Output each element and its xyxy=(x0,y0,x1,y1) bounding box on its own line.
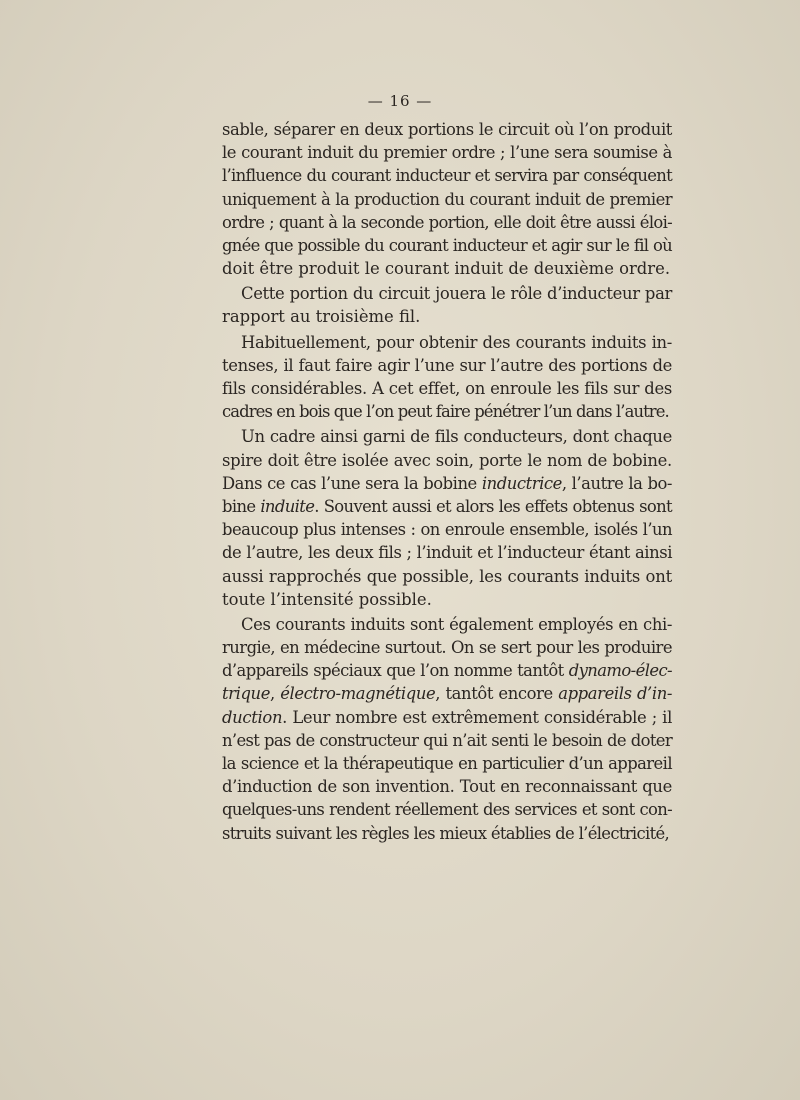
paragraph-p5 xyxy=(222,613,672,845)
text-run: d’induction de son invention. Tout en reconnaissant que xyxy=(222,777,672,797)
text-run: aussi rapprochés que possible, les courants induits ont xyxy=(222,566,672,586)
text-line xyxy=(222,400,672,423)
paragraph-p1 xyxy=(222,118,672,280)
text-line xyxy=(222,188,672,211)
text-line xyxy=(222,495,672,518)
text-run: doit être produit le courant induit de deuxième ordre. xyxy=(222,259,671,279)
body-text xyxy=(222,118,672,846)
text-line xyxy=(222,613,672,636)
paragraph-p4 xyxy=(222,425,672,611)
text-line xyxy=(222,729,672,752)
text-run: Cette portion du circuit jouera le rôle d’inducteur par xyxy=(241,284,672,304)
text-line xyxy=(222,164,672,187)
text-line xyxy=(222,636,672,659)
text-line xyxy=(222,659,672,682)
text-run: . Souvent aussi et alors les effets obtenus sont xyxy=(314,496,672,516)
text-line xyxy=(222,331,672,354)
text-line xyxy=(222,282,672,305)
text-run: bine xyxy=(222,496,261,516)
text-line xyxy=(222,775,672,798)
text-run: , xyxy=(270,684,281,704)
paragraph-p2 xyxy=(222,282,672,328)
text-run: . Leur nombre est extrêmement considérable ; il xyxy=(282,707,672,727)
italic-run: trique xyxy=(222,684,271,704)
italic-run: dynamo-élec- xyxy=(568,661,672,681)
text-line xyxy=(222,449,672,472)
text-line xyxy=(222,682,672,705)
text-run: Ces courants induits sont également employés en chi- xyxy=(241,614,672,634)
text-run: rurgie, en médecine surtout. On se sert pour les produire xyxy=(222,638,672,658)
italic-run: appareils d’in- xyxy=(558,684,672,704)
text-line xyxy=(222,257,672,280)
text-run: Dans ce cas l’une sera la bobine xyxy=(222,473,482,493)
text-run: sable, séparer en deux portions le circuit où l’on produit xyxy=(222,120,672,139)
italic-run: induite xyxy=(260,496,315,516)
text-line xyxy=(222,752,672,775)
text-run: , l’autre la bo- xyxy=(561,473,673,493)
page-number-text: — 16 — xyxy=(367,92,433,110)
italic-run: électro-magnétique xyxy=(280,684,436,704)
text-run: Un cadre ainsi garni de fils conducteurs, dont chaque xyxy=(241,427,672,447)
text-line xyxy=(222,305,672,328)
text-run: struits suivant les règles les mieux établies de l’électricité, xyxy=(222,823,670,843)
text-line xyxy=(222,472,672,495)
text-run: spire doit être isolée avec soin, porte le nom de bobine. xyxy=(222,450,672,470)
text-line xyxy=(222,141,672,164)
italic-run: inductrice xyxy=(481,473,562,493)
text-line xyxy=(222,798,672,821)
text-run: tenses, il faut faire agir l’une sur l’autre des portions de xyxy=(222,355,672,375)
text-run: beaucoup plus intenses : on enroule ensemble, isolés l’un xyxy=(222,520,672,540)
paragraph-p3 xyxy=(222,331,672,424)
text-line xyxy=(222,354,672,377)
text-run: la science et la thérapeutique en particulier d’un appareil xyxy=(222,754,672,773)
text-run: Habituellement, pour obtenir des courants induits in- xyxy=(241,332,672,352)
text-line xyxy=(222,118,672,141)
text-run: rapport au troisième fil. xyxy=(222,307,421,327)
text-line xyxy=(222,211,672,234)
text-run: quelques-uns rendent réellement des services et sont con- xyxy=(222,800,672,820)
text-run: fils considérables. A cet effet, on enroule les fils sur des xyxy=(222,379,672,399)
text-line xyxy=(222,377,672,400)
text-run: toute l’intensité possible. xyxy=(222,589,432,609)
text-run: d’appareils spéciaux que l’on nomme tantôt xyxy=(222,661,569,681)
italic-run: duction xyxy=(222,707,283,727)
text-run: uniquement à la production du courant induit de premier xyxy=(222,189,672,209)
text-line xyxy=(222,822,672,845)
text-line xyxy=(222,588,672,611)
text-run: ordre ; quant à la seconde portion, elle doit être aussi éloi- xyxy=(222,212,672,232)
text-line xyxy=(222,518,672,541)
text-run: le courant induit du premier ordre ; l’une sera soumise à xyxy=(222,143,672,163)
text-run: l’influence du courant inducteur et servira par conséquent xyxy=(222,166,672,186)
text-run: cadres en bois que l’on peut faire pénétrer l’un dans l’autre. xyxy=(222,402,669,422)
text-line xyxy=(222,541,672,564)
text-run: gnée que possible du courant inducteur et agir sur le fil où xyxy=(222,235,672,255)
text-line xyxy=(222,706,672,729)
text-line xyxy=(222,425,672,448)
text-line xyxy=(222,234,672,257)
page-number xyxy=(0,92,800,110)
text-line xyxy=(222,565,672,588)
text-run: n’est pas de constructeur qui n’ait senti le besoin de doter xyxy=(222,730,672,750)
text-run: de l’autre, les deux fils ; l’induit et l’inducteur étant ainsi xyxy=(222,543,672,563)
text-run: , tantôt encore xyxy=(435,684,559,704)
